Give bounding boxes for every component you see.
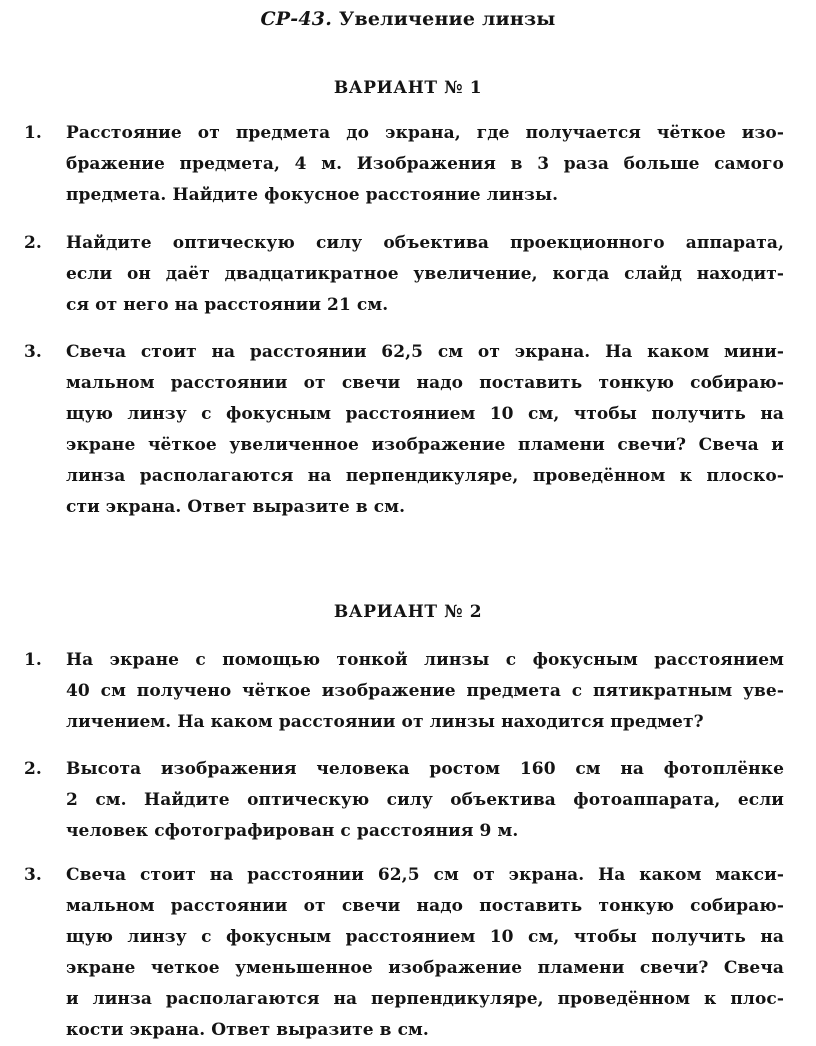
variant-2-problem-3 (24, 860, 784, 1046)
problem-text (66, 860, 784, 1046)
problem-line: На экране с помощью тонкой линзы с фокусным расстоянием (66, 650, 784, 670)
problem-number: 3. (24, 342, 42, 362)
variant-1-problem-3 (24, 337, 784, 523)
problem-text (66, 337, 784, 523)
problem-number: 2. (24, 233, 42, 253)
variant-1-problem-1 (24, 118, 784, 211)
problem-line: 40 см получено чёткое изображение предмета с пятикратным уве- (66, 681, 784, 701)
variant-2-problem-2 (24, 754, 784, 847)
problem-line: ся от него на расстоянии 21 см. (66, 295, 389, 315)
problem-line: Расстояние от предмета до экрана, где получается чёткое изо- (66, 123, 784, 143)
problem-text (66, 754, 784, 847)
variant-1-problem-2 (24, 228, 784, 321)
problem-line: экране чёткое увеличенное изображение пламени свечи? Свеча и (66, 435, 784, 455)
variant-2-problem-1 (24, 645, 784, 738)
variant-1-heading: ВАРИАНТ № 1 (333, 78, 483, 98)
problem-line: Свеча стоит на расстоянии 62,5 см от экрана. На каком макси- (66, 865, 784, 885)
worksheet-code: СР-43. (260, 8, 333, 30)
problem-line: мальном расстоянии от свечи надо поставить тонкую собираю- (66, 896, 784, 916)
problem-line: мальном расстоянии от свечи надо поставить тонкую собираю- (66, 373, 784, 393)
problem-line: Найдите оптическую силу объектива проекционного аппарата, (66, 233, 784, 253)
problem-line: если он даёт двадцатикратное увеличение, когда слайд находит- (66, 264, 784, 284)
problem-number: 2. (24, 759, 42, 779)
worksheet-title-text: Увеличение линзы (338, 8, 556, 30)
problem-line: Высота изображения человека ростом 160 см на фотоплёнке (66, 759, 784, 779)
problem-line: щую линзу с фокусным расстоянием 10 см, чтобы получить на (66, 927, 784, 947)
problem-line: кости экрана. Ответ выразите в см. (66, 1020, 429, 1040)
problem-line: личением. На каком расстоянии от линзы находится предмет? (66, 712, 704, 732)
problem-line: щую линзу с фокусным расстоянием 10 см, чтобы получить на (66, 404, 784, 424)
problem-line: экране четкое уменьшенное изображение пламени свечи? Свеча (66, 958, 784, 978)
problem-line: 2 см. Найдите оптическую силу объектива фотоаппарата, если (66, 790, 784, 810)
variant-2-heading: ВАРИАНТ № 2 (333, 602, 483, 622)
problem-text (66, 228, 784, 321)
problem-number: 1. (24, 650, 42, 670)
problem-line: Свеча стоит на расстоянии 62,5 см от экрана. На каком мини- (66, 342, 784, 362)
problem-line: и линза располагаются на перпендикуляре, проведённом к плос- (66, 989, 784, 1009)
page-title (0, 8, 816, 30)
problem-number: 3. (24, 865, 42, 885)
problem-number: 1. (24, 123, 42, 143)
problem-line: бражение предмета, 4 м. Изображения в 3 раза больше самого (66, 154, 784, 174)
problem-text (66, 118, 784, 211)
problem-line: человек сфотографирован с расстояния 9 м. (66, 821, 519, 841)
problem-line: сти экрана. Ответ выразите в см. (66, 497, 406, 517)
problem-line: предмета. Найдите фокусное расстояние линзы. (66, 185, 559, 205)
problem-line: линза располагаются на перпендикуляре, проведённом к плоско- (66, 466, 784, 486)
problem-text (66, 645, 784, 738)
